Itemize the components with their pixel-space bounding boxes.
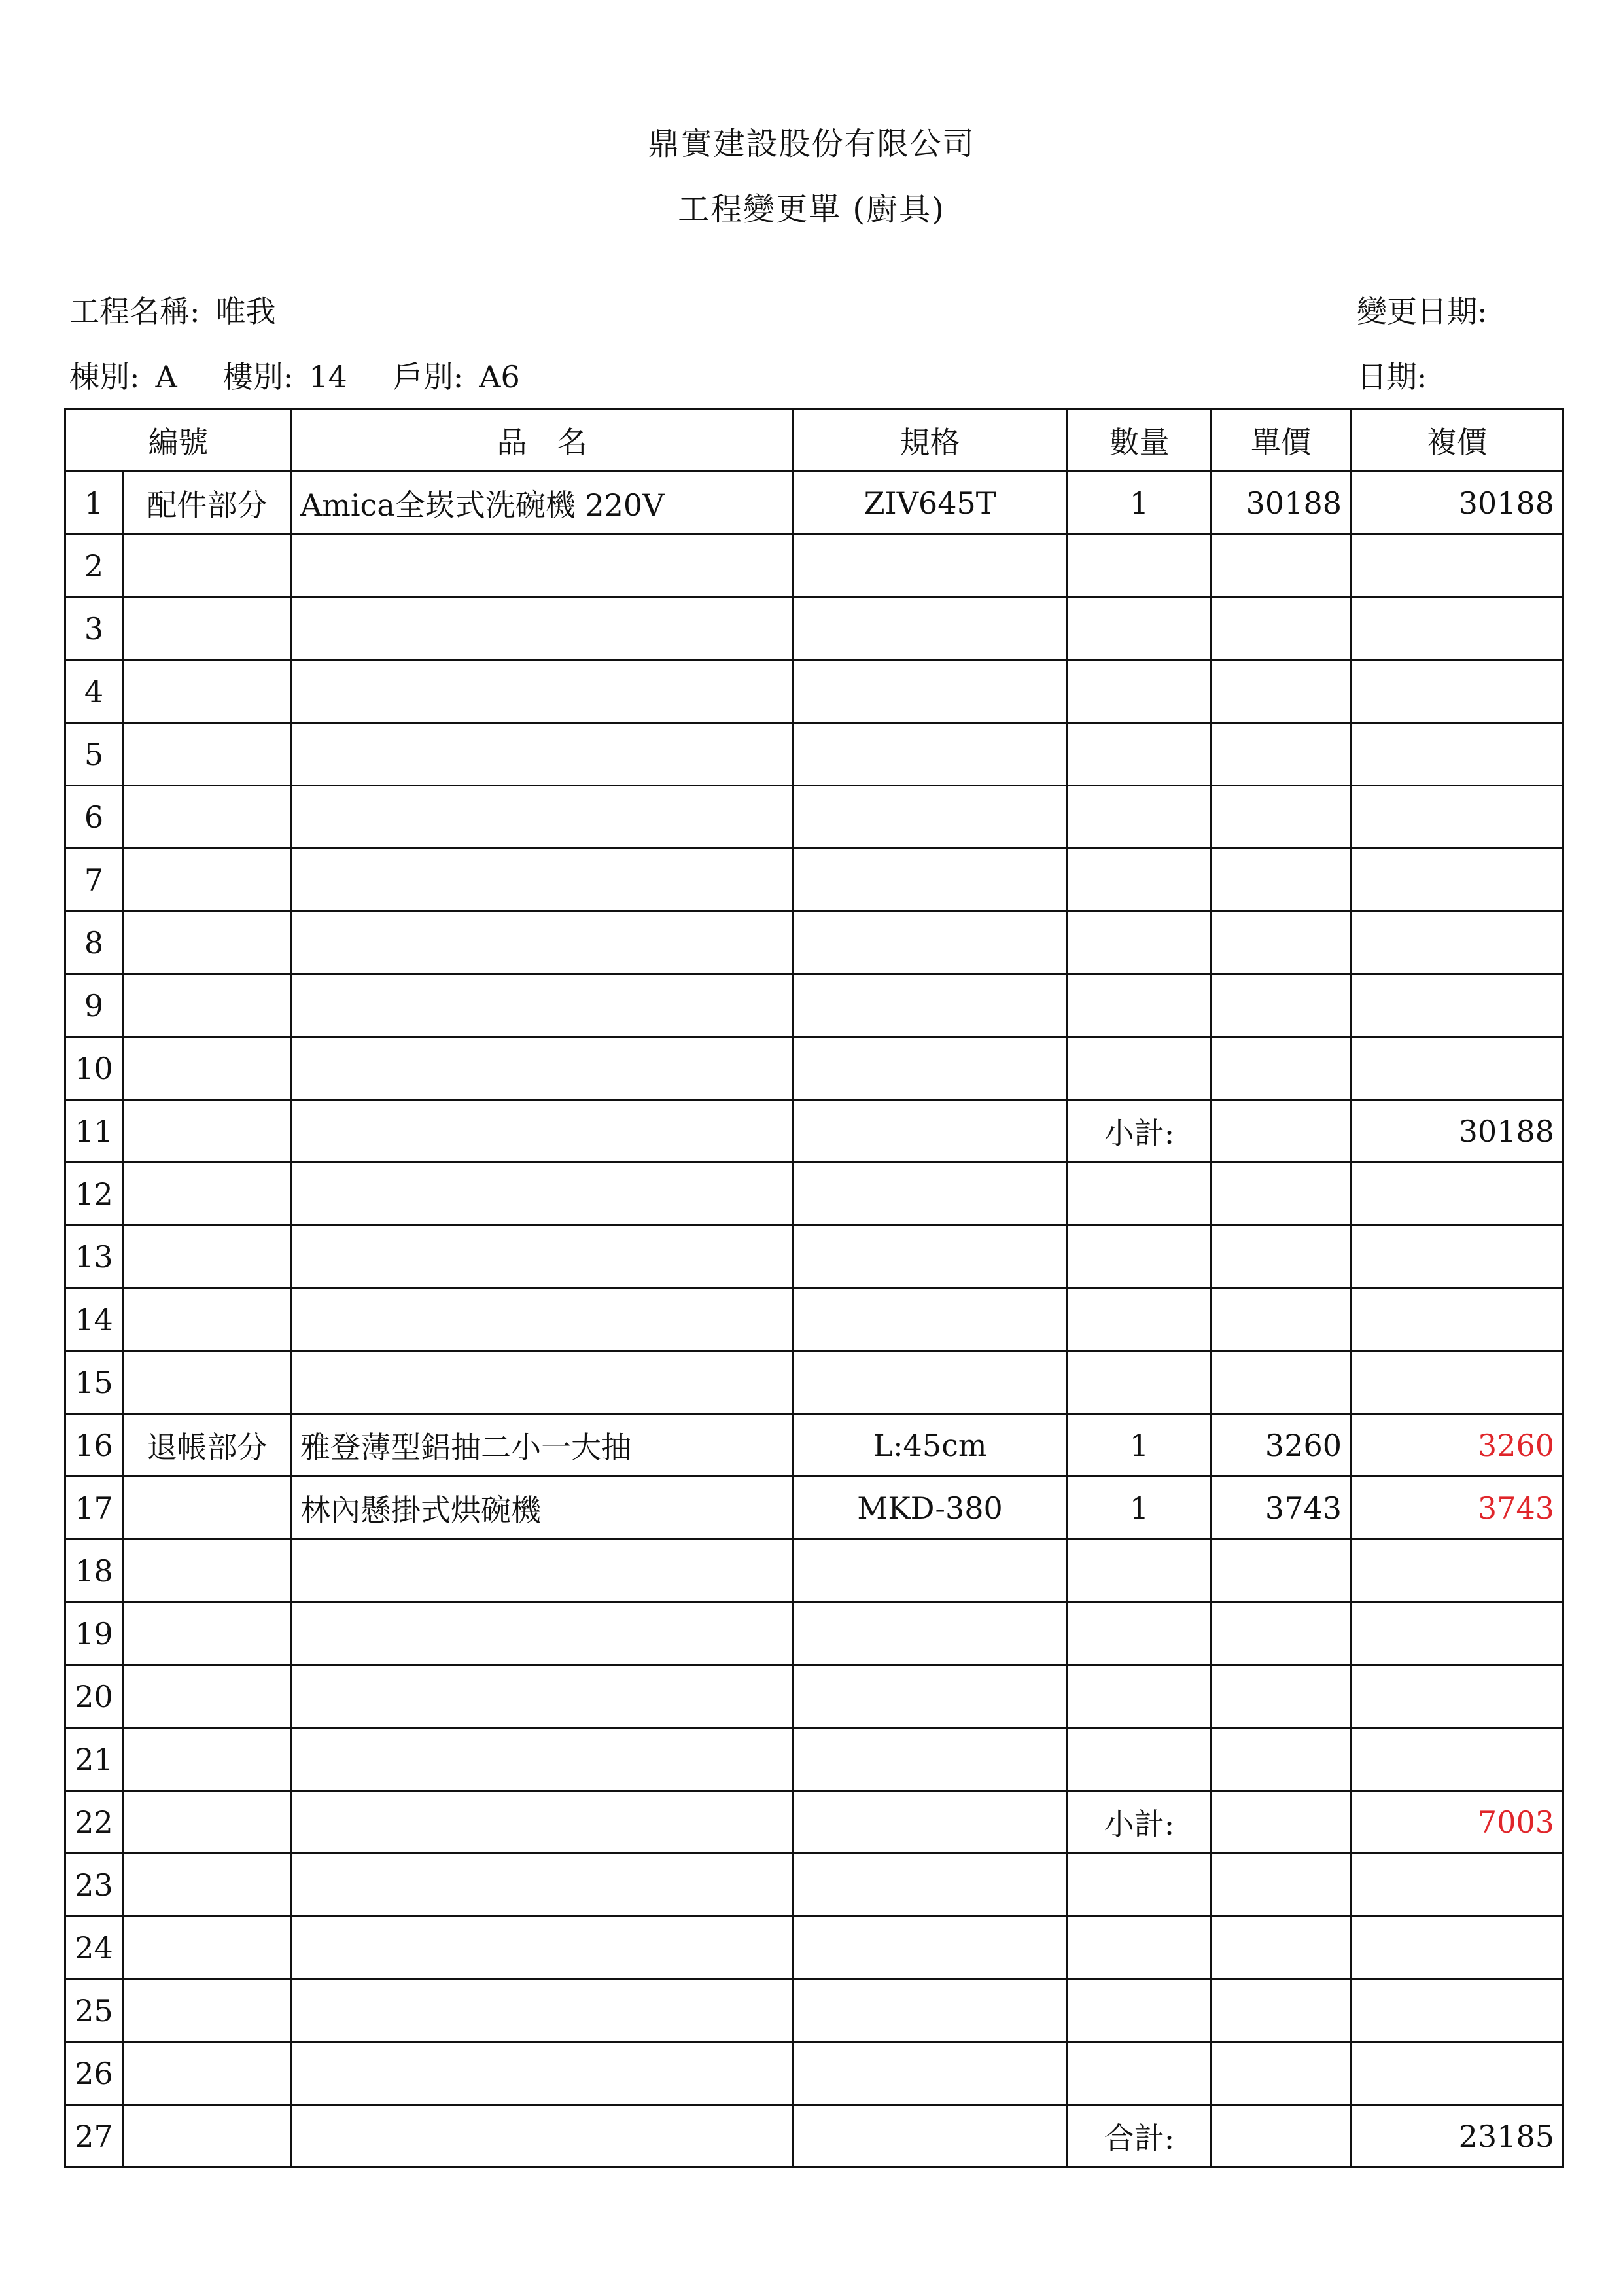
row-unit-price xyxy=(1212,535,1351,597)
col-header-number: 編號 xyxy=(65,409,292,472)
row-spec xyxy=(793,849,1068,911)
row-total-price xyxy=(1351,1288,1563,1351)
row-total-price: 30188 xyxy=(1351,1100,1563,1163)
row-total-price xyxy=(1351,1854,1563,1916)
row-unit-price xyxy=(1212,786,1351,849)
row-category: 退帳部分 xyxy=(123,1414,292,1477)
row-quantity xyxy=(1068,786,1212,849)
row-category xyxy=(123,974,292,1037)
row-unit-price xyxy=(1212,1163,1351,1226)
row-unit-price: 3260 xyxy=(1212,1414,1351,1477)
table-row xyxy=(65,911,1563,974)
table-row xyxy=(65,1288,1563,1351)
row-spec xyxy=(793,1037,1068,1100)
row-category xyxy=(123,2105,292,2168)
row-number: 2 xyxy=(65,535,123,597)
table-row xyxy=(65,535,1563,597)
table-row xyxy=(65,1226,1563,1288)
row-number: 13 xyxy=(65,1226,123,1288)
table-row xyxy=(65,1351,1563,1414)
table-row xyxy=(65,1854,1563,1916)
row-total-price xyxy=(1351,1665,1563,1728)
col-header-item-name: 品 名 xyxy=(292,409,793,472)
row-total-price xyxy=(1351,786,1563,849)
row-category xyxy=(123,1477,292,1540)
row-spec: L:45cm xyxy=(793,1414,1068,1477)
row-unit-price xyxy=(1212,723,1351,786)
row-total-price xyxy=(1351,1728,1563,1791)
row-unit-price xyxy=(1212,911,1351,974)
row-quantity xyxy=(1068,1665,1212,1728)
floor-label: 樓別: xyxy=(222,359,294,395)
row-total-price: 7003 xyxy=(1351,1791,1563,1854)
table-row xyxy=(65,1540,1563,1602)
row-quantity: 小計: xyxy=(1068,1791,1212,1854)
row-spec xyxy=(793,1854,1068,1916)
row-item-name xyxy=(292,786,793,849)
row-item-name xyxy=(292,1100,793,1163)
row-quantity xyxy=(1068,2042,1212,2105)
table-row xyxy=(65,786,1563,849)
row-unit-price xyxy=(1212,1854,1351,1916)
row-category xyxy=(123,1916,292,1979)
row-category xyxy=(123,1540,292,1602)
row-number: 8 xyxy=(65,911,123,974)
row-item-name xyxy=(292,1854,793,1916)
row-total-price xyxy=(1351,1979,1563,2042)
building-value: A xyxy=(155,359,177,395)
row-spec xyxy=(793,1791,1068,1854)
row-number: 1 xyxy=(65,472,123,535)
unit-label: 戶別: xyxy=(393,359,464,395)
row-unit-price xyxy=(1212,974,1351,1037)
row-spec xyxy=(793,660,1068,723)
row-category xyxy=(123,786,292,849)
row-number: 21 xyxy=(65,1728,123,1791)
row-spec xyxy=(793,2042,1068,2105)
row-unit-price xyxy=(1212,597,1351,660)
row-item-name xyxy=(292,597,793,660)
row-spec xyxy=(793,1602,1068,1665)
change-date-label: 變更日期: xyxy=(1357,294,1488,329)
company-name: 鼎實建設股份有限公司 xyxy=(648,126,975,162)
row-item-name xyxy=(292,1163,793,1226)
row-item-name: 林內懸掛式烘碗機 xyxy=(292,1477,793,1540)
table-row xyxy=(65,1791,1563,1854)
form-title: 工程變更單 (廚具) xyxy=(678,191,945,228)
row-category xyxy=(123,1037,292,1100)
row-spec xyxy=(793,1100,1068,1163)
change-order-table xyxy=(64,408,1564,2168)
date-label: 日期: xyxy=(1357,359,1427,395)
table-header-row xyxy=(65,409,1563,472)
table-row xyxy=(65,660,1563,723)
row-item-name xyxy=(292,1979,793,2042)
row-category xyxy=(123,1288,292,1351)
row-number: 3 xyxy=(65,597,123,660)
row-number: 16 xyxy=(65,1414,123,1477)
row-quantity: 1 xyxy=(1068,1477,1212,1540)
row-unit-price: 3743 xyxy=(1212,1477,1351,1540)
row-total-price xyxy=(1351,1163,1563,1226)
row-unit-price xyxy=(1212,1916,1351,1979)
row-unit-price xyxy=(1212,2042,1351,2105)
table-row xyxy=(65,1728,1563,1791)
row-unit-price xyxy=(1212,1665,1351,1728)
location-line xyxy=(69,351,520,403)
row-total-price: 23185 xyxy=(1351,2105,1563,2168)
row-quantity xyxy=(1068,1728,1212,1791)
row-quantity: 小計: xyxy=(1068,1100,1212,1163)
row-number: 27 xyxy=(65,2105,123,2168)
row-category xyxy=(123,1791,292,1854)
row-number: 15 xyxy=(65,1351,123,1414)
table-row xyxy=(65,2042,1563,2105)
row-quantity xyxy=(1068,911,1212,974)
row-category xyxy=(123,1100,292,1163)
table-row xyxy=(65,1665,1563,1728)
row-spec xyxy=(793,1665,1068,1728)
col-header-total-price: 複價 xyxy=(1351,409,1563,472)
row-category xyxy=(123,911,292,974)
building-label: 棟別: xyxy=(69,359,140,395)
project-name-line xyxy=(69,285,276,338)
row-unit-price xyxy=(1212,1100,1351,1163)
row-spec xyxy=(793,1916,1068,1979)
row-number: 22 xyxy=(65,1791,123,1854)
row-spec xyxy=(793,2105,1068,2168)
row-item-name xyxy=(292,911,793,974)
row-unit-price xyxy=(1212,1602,1351,1665)
row-unit-price xyxy=(1212,1351,1351,1414)
row-number: 17 xyxy=(65,1477,123,1540)
row-total-price: 30188 xyxy=(1351,472,1563,535)
row-item-name: 雅登薄型鋁抽二小一大抽 xyxy=(292,1414,793,1477)
row-unit-price xyxy=(1212,1979,1351,2042)
row-total-price xyxy=(1351,1602,1563,1665)
row-category xyxy=(123,1226,292,1288)
table-row xyxy=(65,1037,1563,1100)
row-quantity xyxy=(1068,849,1212,911)
table-row xyxy=(65,1602,1563,1665)
table-body xyxy=(65,472,1563,2168)
row-quantity xyxy=(1068,660,1212,723)
row-spec xyxy=(793,1288,1068,1351)
row-category xyxy=(123,1979,292,2042)
row-spec: ZIV645T xyxy=(793,472,1068,535)
row-number: 12 xyxy=(65,1163,123,1226)
row-category: 配件部分 xyxy=(123,472,292,535)
table-row xyxy=(65,1163,1563,1226)
row-category xyxy=(123,1602,292,1665)
row-spec xyxy=(793,1163,1068,1226)
row-quantity: 1 xyxy=(1068,1414,1212,1477)
project-name-label: 工程名稱: xyxy=(69,294,200,329)
table-row xyxy=(65,2105,1563,2168)
row-category xyxy=(123,2042,292,2105)
col-header-unit-price: 單價 xyxy=(1212,409,1351,472)
row-quantity: 1 xyxy=(1068,472,1212,535)
row-item-name xyxy=(292,1351,793,1414)
row-quantity xyxy=(1068,1226,1212,1288)
project-name-value: 唯我 xyxy=(215,294,276,329)
row-total-price xyxy=(1351,535,1563,597)
row-item-name xyxy=(292,849,793,911)
row-quantity xyxy=(1068,1163,1212,1226)
row-spec xyxy=(793,1728,1068,1791)
row-item-name: Amica全崁式洗碗機 220V xyxy=(292,472,793,535)
unit-value: A6 xyxy=(479,359,520,395)
row-quantity xyxy=(1068,1037,1212,1100)
row-total-price xyxy=(1351,1037,1563,1100)
row-quantity xyxy=(1068,1288,1212,1351)
table-row xyxy=(65,849,1563,911)
row-spec xyxy=(793,1979,1068,2042)
row-total-price xyxy=(1351,597,1563,660)
row-quantity xyxy=(1068,1916,1212,1979)
row-total-price xyxy=(1351,1351,1563,1414)
row-spec: MKD-380 xyxy=(793,1477,1068,1540)
row-category xyxy=(123,849,292,911)
row-quantity xyxy=(1068,1854,1212,1916)
col-header-spec: 規格 xyxy=(793,409,1068,472)
table-row xyxy=(65,1414,1563,1477)
row-unit-price xyxy=(1212,1728,1351,1791)
row-spec xyxy=(793,1226,1068,1288)
row-spec xyxy=(793,974,1068,1037)
table-row xyxy=(65,1477,1563,1540)
row-item-name xyxy=(292,1728,793,1791)
table-row xyxy=(65,723,1563,786)
row-number: 9 xyxy=(65,974,123,1037)
row-item-name xyxy=(292,974,793,1037)
row-quantity xyxy=(1068,535,1212,597)
row-number: 4 xyxy=(65,660,123,723)
row-category xyxy=(123,1163,292,1226)
row-total-price xyxy=(1351,849,1563,911)
table-row xyxy=(65,1100,1563,1163)
row-number: 10 xyxy=(65,1037,123,1100)
row-item-name xyxy=(292,2042,793,2105)
row-quantity xyxy=(1068,1979,1212,2042)
row-category xyxy=(123,1351,292,1414)
row-unit-price xyxy=(1212,1288,1351,1351)
table-row xyxy=(65,472,1563,535)
row-item-name xyxy=(292,1226,793,1288)
row-quantity xyxy=(1068,974,1212,1037)
row-total-price: 3260 xyxy=(1351,1414,1563,1477)
row-number: 20 xyxy=(65,1665,123,1728)
row-number: 19 xyxy=(65,1602,123,1665)
row-item-name xyxy=(292,1916,793,1979)
row-item-name xyxy=(292,660,793,723)
table-row xyxy=(65,1916,1563,1979)
row-number: 5 xyxy=(65,723,123,786)
table-row xyxy=(65,974,1563,1037)
row-item-name xyxy=(292,723,793,786)
row-total-price xyxy=(1351,2042,1563,2105)
row-number: 6 xyxy=(65,786,123,849)
row-spec xyxy=(793,597,1068,660)
row-quantity xyxy=(1068,1351,1212,1414)
row-number: 14 xyxy=(65,1288,123,1351)
row-item-name xyxy=(292,1791,793,1854)
row-unit-price xyxy=(1212,1037,1351,1100)
row-unit-price: 30188 xyxy=(1212,472,1351,535)
row-unit-price xyxy=(1212,849,1351,911)
date-line xyxy=(1357,351,1427,403)
row-spec xyxy=(793,723,1068,786)
row-total-price xyxy=(1351,911,1563,974)
row-unit-price xyxy=(1212,2105,1351,2168)
row-category xyxy=(123,535,292,597)
row-total-price xyxy=(1351,723,1563,786)
row-category xyxy=(123,1728,292,1791)
col-header-quantity: 數量 xyxy=(1068,409,1212,472)
row-quantity xyxy=(1068,1540,1212,1602)
row-unit-price xyxy=(1212,1791,1351,1854)
row-quantity: 合計: xyxy=(1068,2105,1212,2168)
row-total-price xyxy=(1351,1916,1563,1979)
row-category xyxy=(123,1854,292,1916)
row-number: 23 xyxy=(65,1854,123,1916)
row-category xyxy=(123,723,292,786)
row-item-name xyxy=(292,2105,793,2168)
row-total-price xyxy=(1351,974,1563,1037)
row-quantity xyxy=(1068,723,1212,786)
change-date-line xyxy=(1357,285,1488,338)
row-unit-price xyxy=(1212,1540,1351,1602)
row-item-name xyxy=(292,1540,793,1602)
row-spec xyxy=(793,786,1068,849)
row-total-price xyxy=(1351,660,1563,723)
row-quantity xyxy=(1068,597,1212,660)
row-number: 25 xyxy=(65,1979,123,2042)
row-total-price xyxy=(1351,1540,1563,1602)
row-spec xyxy=(793,1540,1068,1602)
row-category xyxy=(123,597,292,660)
row-number: 18 xyxy=(65,1540,123,1602)
row-total-price: 3743 xyxy=(1351,1477,1563,1540)
row-spec xyxy=(793,911,1068,974)
row-category xyxy=(123,660,292,723)
row-number: 7 xyxy=(65,849,123,911)
row-item-name xyxy=(292,535,793,597)
row-unit-price xyxy=(1212,660,1351,723)
row-quantity xyxy=(1068,1602,1212,1665)
row-total-price xyxy=(1351,1226,1563,1288)
table-row xyxy=(65,1979,1563,2042)
floor-value: 14 xyxy=(309,359,347,395)
row-item-name xyxy=(292,1037,793,1100)
row-number: 24 xyxy=(65,1916,123,1979)
row-item-name xyxy=(292,1602,793,1665)
row-item-name xyxy=(292,1665,793,1728)
row-unit-price xyxy=(1212,1226,1351,1288)
row-category xyxy=(123,1665,292,1728)
row-spec xyxy=(793,535,1068,597)
table-row xyxy=(65,597,1563,660)
row-spec xyxy=(793,1351,1068,1414)
row-item-name xyxy=(292,1288,793,1351)
row-number: 11 xyxy=(65,1100,123,1163)
row-number: 26 xyxy=(65,2042,123,2105)
